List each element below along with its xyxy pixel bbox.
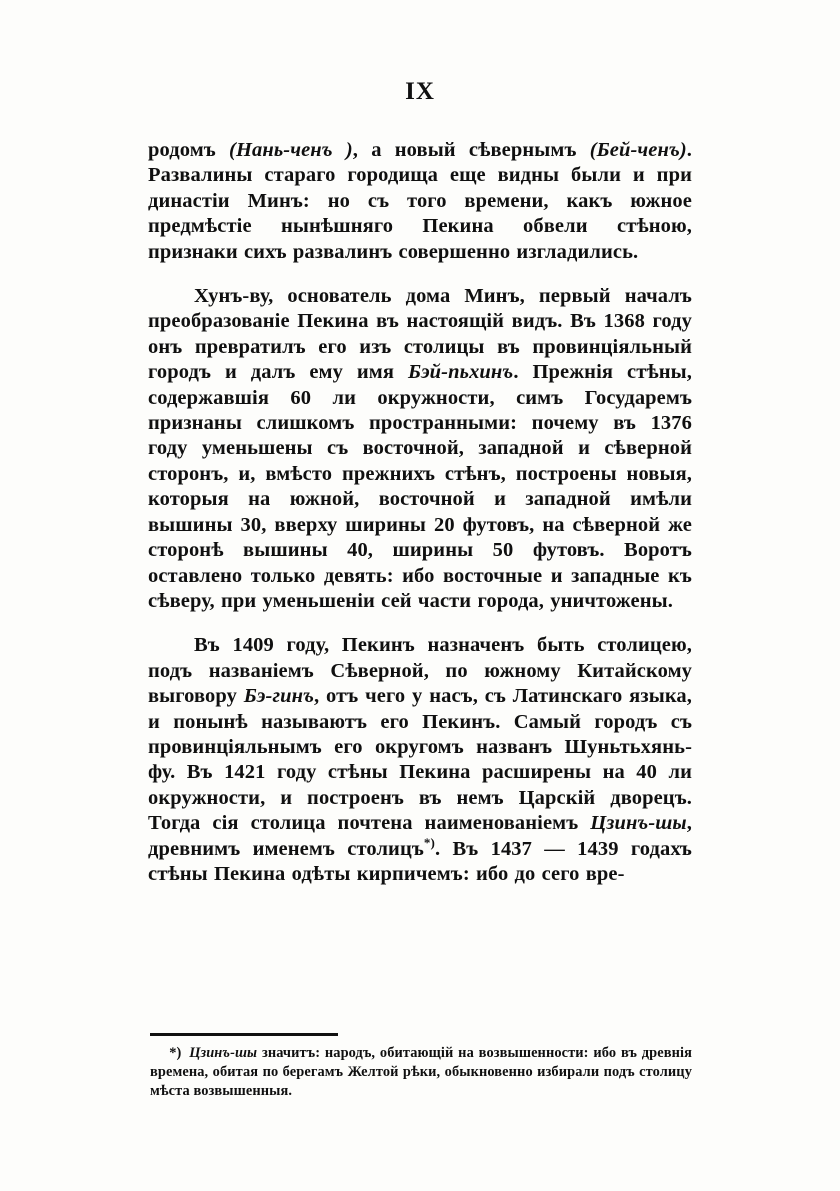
body-text [148, 138, 692, 887]
paragraph-3 [148, 633, 692, 887]
text-run: . Въ 1437 — 1439 годахъ стѣны Пекина одѣты кирпичемъ: ибо до сего вре- [148, 837, 692, 885]
footnote-divider [150, 1033, 338, 1036]
italic-run: (Нань-ченъ ) [229, 139, 353, 161]
paragraph-1 [148, 138, 692, 265]
text-run: значитъ: народъ, обитающій на возвышенности: ибо въ древнія времена, обитая по берегамъ Желтой рѣки, обыкновенно избирали подъ столицу мѣста возвышенныя. [150, 1045, 692, 1099]
paragraph-2 [148, 284, 692, 614]
text-run: родомъ [148, 139, 230, 161]
text-run: Въ 1409 году, Пекинъ назначенъ быть столицею, подъ названіемъ Сѣверной, по южному Китайскому выговору [148, 634, 692, 708]
text-run: . Развалины стараго городища еще видны были и при династіи Минъ: но съ того времени, какъ южное предмѣстіе нынѣшняго Пекина обвели стѣною, признаки сихъ развалинъ совершенно изгладились. [148, 139, 693, 263]
footnote-reference[interactable]: *) [423, 834, 435, 850]
italic-run: Бэ-гинъ [243, 685, 314, 708]
text-run: , древнимъ именемъ столицъ [148, 812, 692, 860]
text-run: . Прежнія стѣны, содержавшія 60 ли окружности, симъ Государемъ признаны слишкомъ пространными: почему въ 1376 году уменьшены съ восточной, западной и сѣверной сторонъ, и, вмѣсто прежнихъ стѣнъ, построены новыя, которыя на южной, восточной и западной имѣли вышины 30, вверху ширины 20 футовъ, на сѣверной же сторонѣ вышины 40, ширины 50 футовъ. Воротъ оставлено только девять: ибо восточные и западные къ сѣверу, при уменьшеніи сей части города, уничтожены. [148, 361, 693, 612]
text-run: , а новый сѣвернымъ [352, 139, 590, 161]
italic-run: (Бей-ченъ) [589, 139, 687, 161]
page-number: IX [405, 78, 435, 105]
text-run: , отъ чего у насъ, съ Латинскаго языка, и понынѣ называютъ его Пекинъ. Самый городъ съ провинціяльнымъ его округомъ названъ Шуньтьхянь-фу. Въ 1421 году стѣны Пекина расширены на 40 ли окружности, и построенъ въ немъ Царскій дворецъ. Тогда сія столица почтена наименованіемъ [148, 685, 692, 835]
footnote [150, 1044, 692, 1101]
italic-run: Цзинъ-шы [590, 812, 687, 835]
italic-run: Бэй-пьхинъ [407, 361, 514, 384]
italic-run: Цзинъ-шы [189, 1045, 258, 1061]
footnote-marker: *) [150, 1045, 187, 1061]
text-run: Хунъ-ву, основатель дома Минъ, первый началъ преобразованіе Пекина въ настоящій видъ. Въ 1368 году онъ превратилъ его изъ столицы въ провинціяльный городъ и далъ ему имя [148, 285, 692, 384]
